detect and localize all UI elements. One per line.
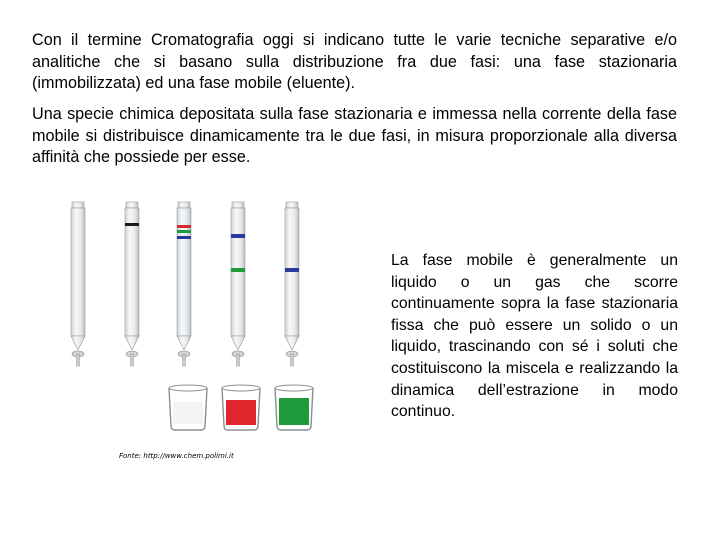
- band-blue: [231, 234, 245, 238]
- band-red: [177, 225, 191, 228]
- chromatography-columns-illustration: [55, 190, 390, 470]
- band-black: [125, 223, 139, 226]
- beaker-red: [222, 385, 260, 430]
- band-blue: [285, 268, 299, 272]
- column-1: [71, 202, 85, 366]
- distribution-paragraph: Una specie chimica depositata sulla fase stazionaria e immessa nella corrente della fase mobile si distribuisce dinamicamente tra le due fasi, in misura proporzionale alla diversa affinità che possiede per esse.: [32, 105, 677, 166]
- column-5: [285, 202, 299, 366]
- band-green: [177, 230, 191, 233]
- beaker-clear: [169, 385, 207, 430]
- figure-source-caption: Fonte: http://www.chem.polimi.it: [119, 452, 234, 460]
- column-2: [125, 202, 139, 366]
- column-4: [231, 202, 245, 366]
- intro-paragraph: Con il termine Cromatografia oggi si indicano tutte le varie tecniche separative e/o analitiche che si basano sulla distribuzione fra due fasi: una fase stazionaria (immobilizzata) ed una fase mobile (eluente).: [32, 31, 677, 92]
- band-blue: [177, 236, 191, 239]
- band-green: [231, 268, 245, 272]
- column-3: [177, 202, 191, 366]
- beaker-green: [275, 385, 313, 430]
- mobile-phase-paragraph: La fase mobile è generalmente un liquido o un gas che scorre continuamente sopra la fase stazionaria fissa che può essere un solido o un liquido, trascinando con sé i soluti che costituiscono la miscela e realizzando la dinamica dell’estrazione in modo continuo.: [391, 252, 678, 421]
